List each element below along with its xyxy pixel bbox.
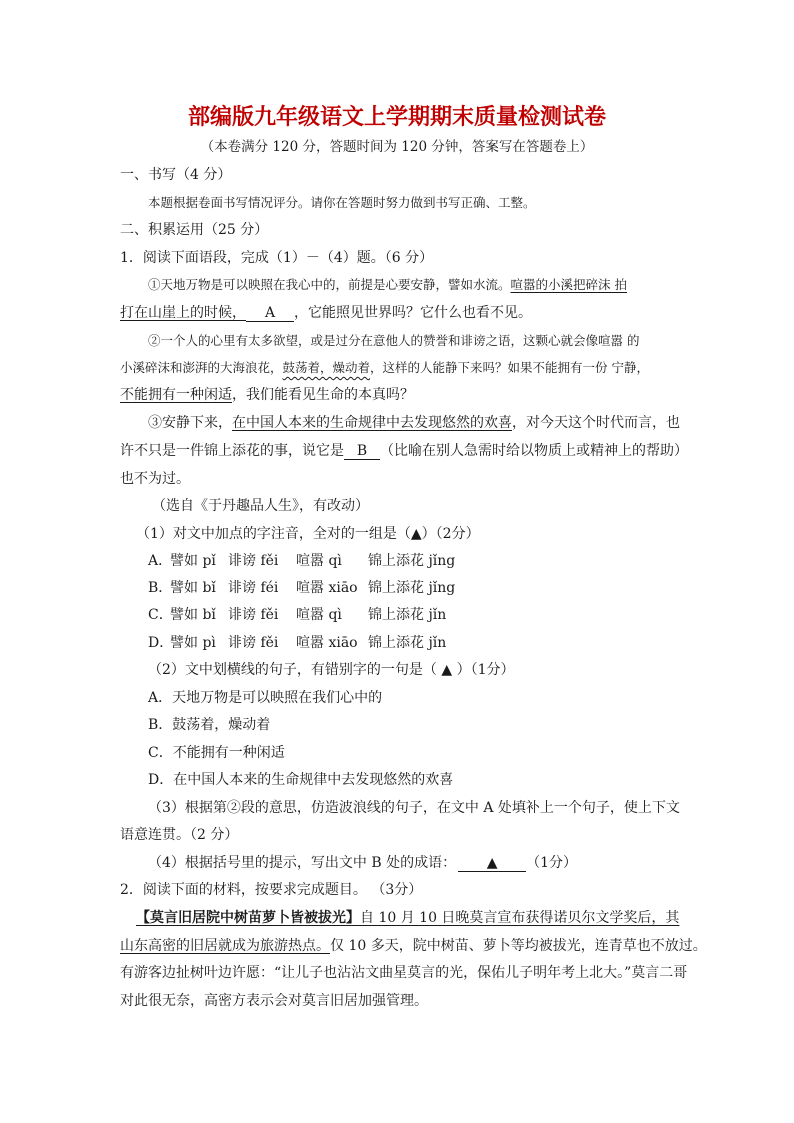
subquestion-2-option-d: D．在中国人本来的生命规律中去发现悠然的欢喜 [148,772,454,788]
option-row-d: D．譬如 pì 诽谤 fěi 喧嚣 xiāo 锦上添花 jǐn [148,635,447,651]
wavy-underlined-sentence: 鼓荡着，燥动着 [282,360,371,375]
underlined-sentence: 喧嚣的小溪把碎沫 拍 [510,277,627,292]
passage-paragraph-3-line-2 [120,442,688,460]
passage-paragraph-1-line-2 [120,304,532,322]
subquestion-2-option-b: B．鼓荡着，燥动着 [148,717,271,733]
passage-paragraph-3-line-1 [148,414,680,432]
passage-paragraph-2-line-2 [120,359,649,377]
passage-text: ，它能照见世界吗？它什么也看不见。 [294,305,532,321]
passage-text: ，这样的人能静下来吗？如果不能拥有一份 宁静， [370,360,650,375]
subquestion-3-line-2: 语意连贯。（2 分） [120,827,239,843]
passage-text: ，我们能看见生命的本真吗？ [232,387,414,403]
section-heading-writing: 一、书写（4 分） [120,167,232,183]
writing-note: 本题根据卷面书写情况评分。请你在答题时努力做到书写正确、工整。 [148,195,536,210]
passage-paragraph-3-line-3: 也不为过。 [120,471,190,487]
subquestion-1-stem: （1）对文中加点的字注音，全对的一组是（▲）（2分） [136,526,480,542]
passage-text: ①天地万物是可以映照在我心中的，前提是心要安静，譬如水流。 [148,277,511,292]
subquestion-4: （4）根据括号里的提示，写出文中 B 处的成语： ▲ （1分） [148,855,578,871]
passage-text: ③安静下来， [148,415,232,431]
passage-source: （选自《于丹趣品人生》，有改动） [152,498,369,514]
material-line-2: 山东高密的旧居就成为旅游热点。仅 10 多天，院中树苗、萝卜等均被拔光，连青草也不放过。 [120,938,707,954]
subquestion-2-option-a: A．天地万物是可以映照在我们心中的 [148,690,383,706]
answer-blank: ▲ [458,855,526,872]
passage-text: ，对今天这个时代而言，也 [512,415,680,431]
blank-b: B [344,443,380,460]
underlined-sentence: 打在山崖上的时候， [120,305,246,321]
option-row-c: C．譬如 bǐ 诽谤 fěi 喧嚣 qì 锦上添花 jǐn [148,607,447,623]
passage-text: 许不只是一件锦上添花的事，说它是 [120,443,344,459]
underlined-sentence: 不能拥有一种闲适 [120,387,232,403]
material-line-1: 【莫言旧居院中树苗萝卜皆被拔光】自 10 月 10 日晚莫言宣布获得诺贝尔文学奖后，其 [136,910,680,926]
passage-paragraph-2-line-3 [120,386,414,404]
passage-text: （比喻在别人急需时给以物质上或精神上的帮助） [380,443,688,459]
passage-paragraph-2-line-1: ②一个人的心里有太多欲望，或是过分在意他人的赞誉和诽谤之语，这颗心就会像喧嚣 的 [148,333,640,348]
material-line-3: 有游客边扯树叶边许愿：“让儿子也沾沾文曲星莫言的光，保佑儿子明年考上北大。”莫言二哥 [120,965,688,981]
subquestion-2-option-c: C．不能拥有一种闲适 [148,745,285,761]
subquestion-2-stem: （2）文中划横线的句子，有错别字的一句是（ ▲ ）（1分） [148,662,515,678]
exam-instructions: （本卷满分 120 分，答题时间为 120 分钟，答案写在答题卷上） [200,139,594,155]
passage-text: 小溪碎沫和澎湃的大海浪花， [120,360,283,375]
material-line-4: 对此很无奈，高密方表示会对莫言旧居加强管理。 [120,993,428,1009]
subquestion-3-line-1: （3）根据第②段的意思，仿造波浪线的句子，在文中 A 处填补上一个句子，使上下文 [148,800,680,816]
question-2-stem: 2．阅读下面的材料，按要求完成题目。 （3分） [120,882,423,898]
passage-paragraph-1-line-1 [148,276,627,294]
underlined-sentence: 在中国人本来的生命规律中去发现悠然的欢喜 [232,415,512,431]
question-1-stem: 1．阅读下面语段，完成（1）－（4）题。（6 分） [120,250,434,266]
blank-a: A [246,305,294,322]
option-row-a: A．譬如 pǐ 诽谤 fěi 喧嚣 qì 锦上添花 jǐng [148,553,456,569]
option-row-b: B．譬如 bǐ 诽谤 féi 喧嚣 xiāo 锦上添花 jǐng [148,580,456,596]
news-headline: 【莫言旧居院中树苗萝卜皆被拔光】 [136,910,360,926]
section-heading-accumulation: 二、积累运用（25 分） [120,222,269,238]
page-title: 部编版九年级语文上学期期末质量检测试卷 [187,105,606,130]
